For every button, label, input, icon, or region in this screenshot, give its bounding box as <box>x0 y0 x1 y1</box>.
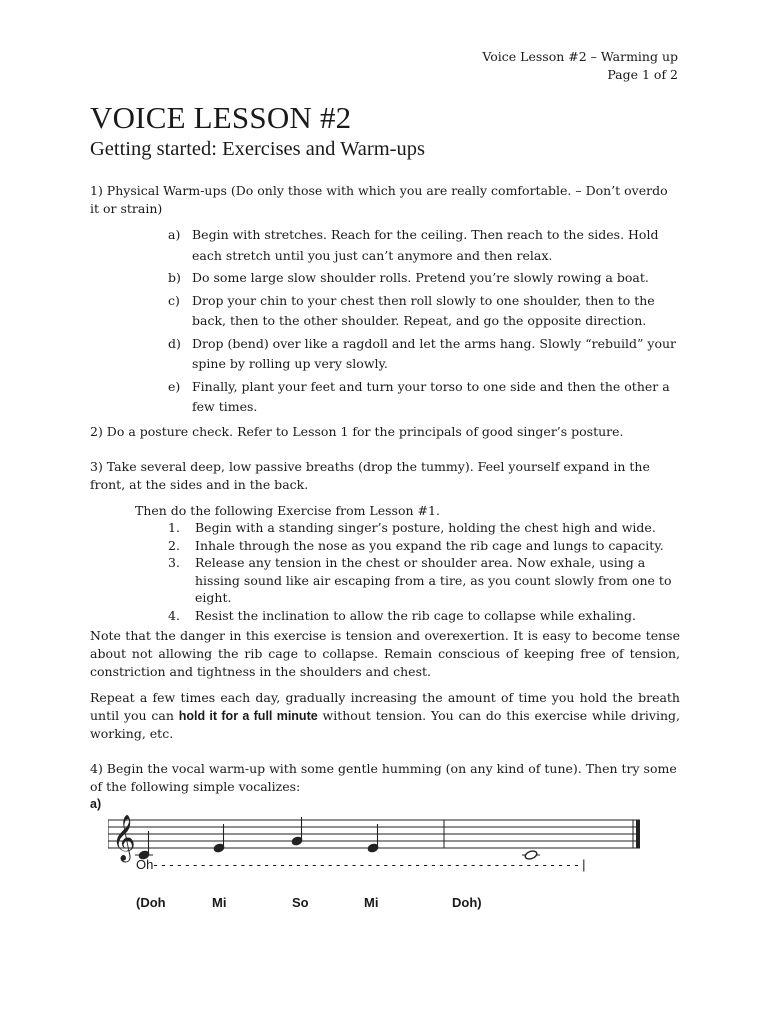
notes <box>135 817 540 860</box>
list-item: b) Do some large slow shoulder rolls. Pretend you’re slowly rowing a boat. <box>168 270 649 285</box>
solfege-syllable: So <box>292 895 309 910</box>
section-breathing <box>90 458 680 494</box>
exercise-label: a) <box>90 797 102 811</box>
section-vocal-warmup: 4) Begin the vocal warm-up with some gentle humming (on any kind of tune). Then try some of the following simple vocalizes: <box>90 761 677 794</box>
list-item: c) Drop your chin to your chest then roll slowly to one shoulder, then to the back, then to the other shoulder. Repeat, and go the opposite direction. <box>168 292 655 328</box>
repeat-paragraph: Repeat a few times each day, gradually increasing the amount of time you hold the breath until you can hold it for a full minute without tension. You can do this exercise while driving, working, etc. <box>90 690 680 741</box>
list-item: 2. Inhale through the nose as you expand the rib cage and lungs to capacity. <box>168 537 664 553</box>
section-1-intro: 1) Physical Warm-ups (Do only those with which you are really comfortable. – Don’t overdo it or strain) <box>90 183 668 216</box>
breathing-exercise-intro: Then do the following Exercise from Lesson #1. <box>135 503 440 518</box>
page-number: Page 1 of 2 <box>607 67 678 82</box>
tension-note: Note that the danger in this exercise is tension and overexertion. It is easy to become tense about not allowing the rib cage to collapse. Remain conscious of keeping free of tension, constriction and tightness in the shoulders and chest. <box>90 628 680 679</box>
breathing-steps-list <box>168 519 680 624</box>
section-posture-check: 2) Do a posture check. Refer to Lesson 1 for the principals of good singer’s posture. <box>90 424 624 439</box>
list-item: e) Finally, plant your feet and turn your torso to one side and then the other a few times. <box>168 378 670 414</box>
lesson-title: VOICE LESSON #2 <box>90 100 352 135</box>
solfege-syllable: Mi <box>364 895 379 910</box>
lesson-subtitle: Getting started: Exercises and Warm-ups <box>90 138 425 160</box>
list-item: d) Drop (bend) over like a ragdoll and let the arms hang. Slowly “rebuild” your spine by rolling up very slowly. <box>168 335 676 371</box>
page-header <box>482 48 678 84</box>
warmup-list <box>168 225 680 420</box>
section-physical-warmups <box>90 182 680 218</box>
treble-clef-icon: 𝄞 <box>112 815 136 861</box>
header-title: Voice Lesson #2 – Warming up <box>482 49 678 64</box>
list-item: 3. Release any tension in the chest or shoulder area. Now exhale, using a hissing sound like air escaping from a tire, as you count slowly from one to eight. <box>168 555 672 605</box>
final-bar-thick <box>636 820 640 848</box>
list-item: a) Begin with stretches. Reach for the ceiling. Then reach to the sides. Hold each stretch until you just can’t anymore and then relax. <box>168 227 659 263</box>
solfege-syllable: Doh) <box>452 895 482 910</box>
section-3-intro: 3) Take several deep, low passive breaths (drop the tummy). Feel yourself expand in the front, at the sides and in the back. <box>90 459 650 492</box>
solfege-syllable: (Doh <box>136 895 166 910</box>
list-item: 1. Begin with a standing singer’s posture, holding the chest high and wide. <box>168 520 656 535</box>
list-item: 4. Resist the inclination to allow the rib cage to collapse while exhaling. <box>168 607 636 623</box>
emphasis-text: hold it for a full minute <box>178 709 318 723</box>
music-staff <box>108 805 648 865</box>
solfege-syllable: Mi <box>212 895 227 910</box>
lyric-line: Oh- - - - - - - - - - - - - - - - - - - - - - - - - - - - - - - - - - - - - - - - - - - - - - - - - - - - - - | <box>136 857 586 872</box>
